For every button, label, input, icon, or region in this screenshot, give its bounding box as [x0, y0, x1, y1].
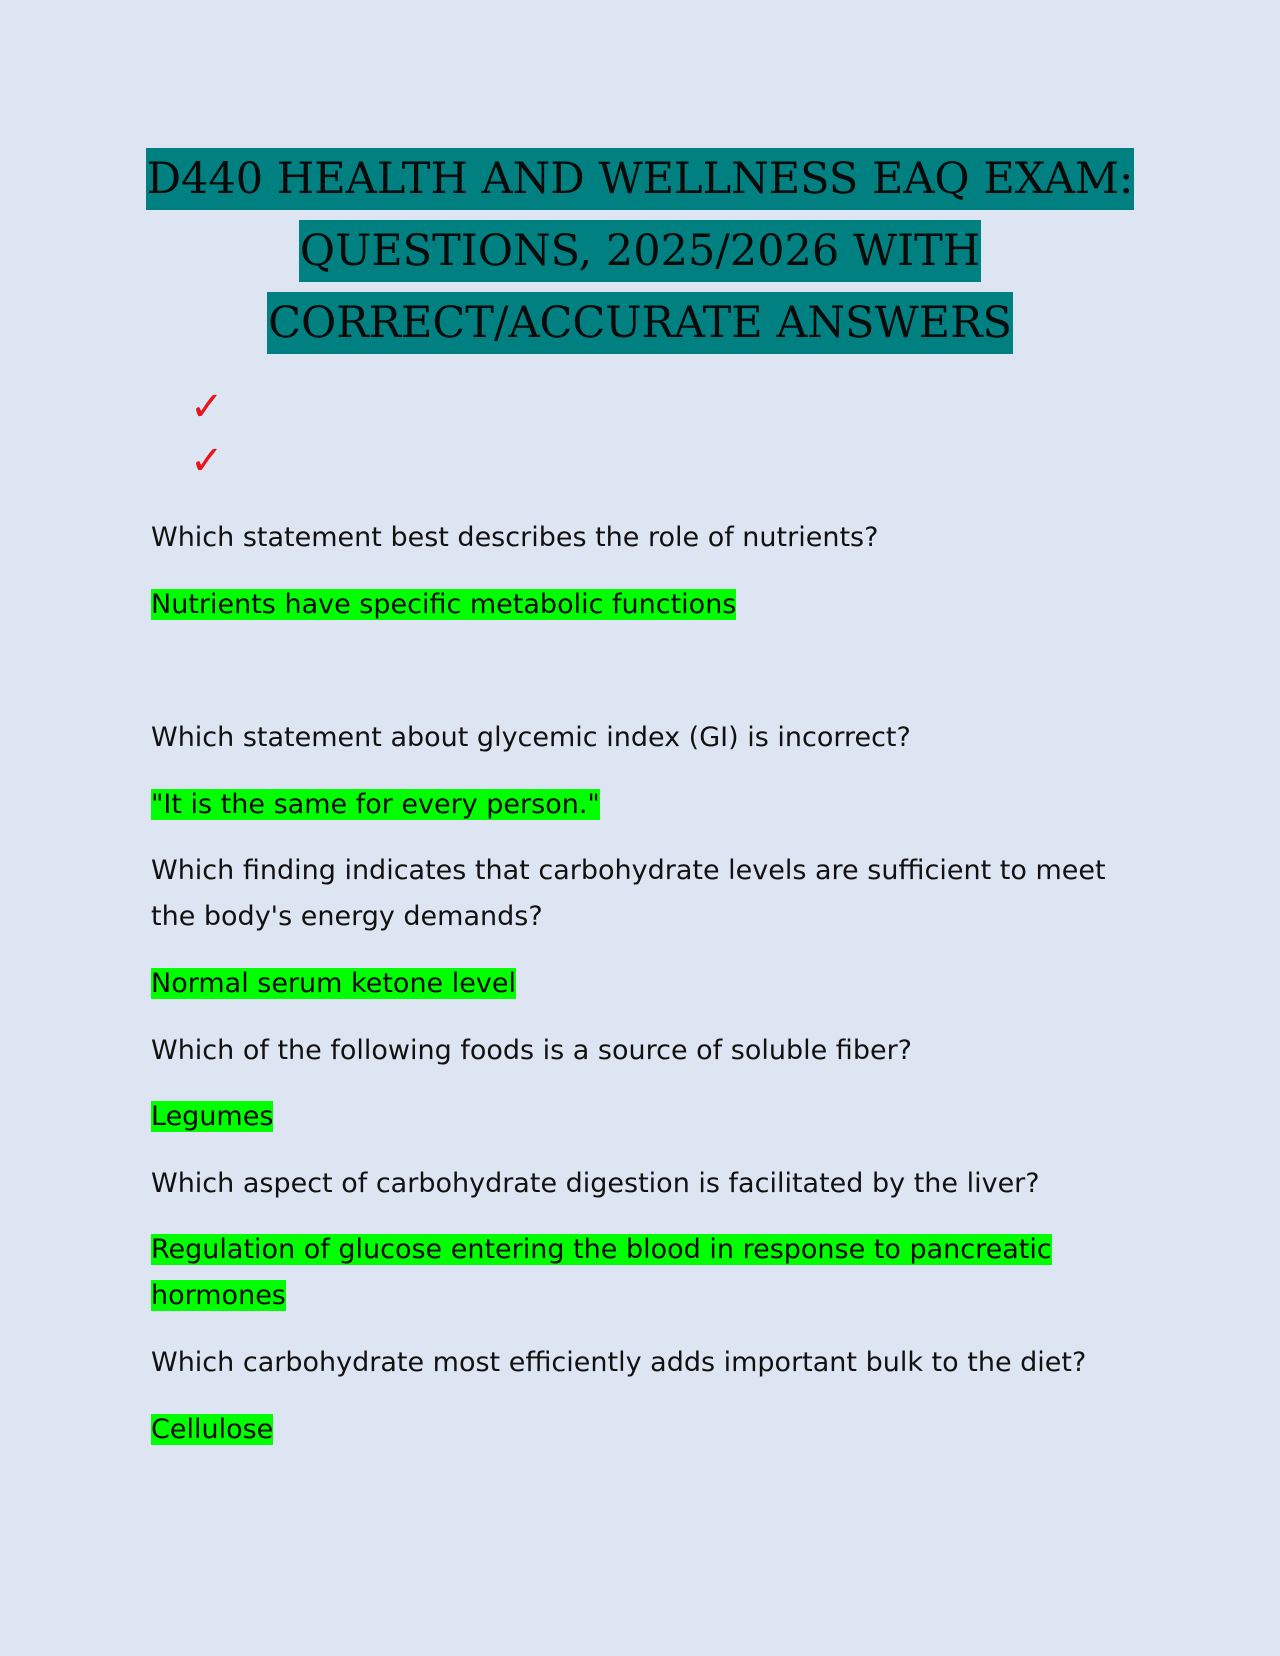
check-mark-icon: ✓ [190, 384, 224, 430]
question-text: Which of the following foods is a source of soluble fiber? [151, 1035, 912, 1066]
title-line: CORRECT/ACCURATE ANSWERS [267, 292, 1013, 354]
document-title [0, 148, 1280, 364]
answer-block [151, 1094, 1131, 1140]
question-text: Which statement about glycemic index (GI) is incorrect? [151, 722, 911, 753]
answer-highlight: Normal serum ketone level [151, 968, 516, 999]
answer-block [151, 782, 1131, 828]
answer-block [151, 961, 1131, 1007]
answer-highlight: Legumes [151, 1101, 274, 1132]
question-block [151, 1340, 1131, 1386]
question-block [151, 1028, 1131, 1074]
question-block [151, 515, 1131, 561]
question-text: Which aspect of carbohydrate digestion is facilitated by the liver? [151, 1168, 1040, 1199]
question-text: Which carbohydrate most efficiently adds important bulk to the diet? [151, 1347, 1087, 1378]
check-mark-icon: ✓ [190, 438, 224, 484]
answer-highlight: Cellulose [151, 1414, 274, 1445]
title-line: QUESTIONS, 2025/2026 WITH [299, 220, 982, 282]
answer-highlight: "It is the same for every person." [151, 789, 600, 820]
answer-block [151, 1227, 1131, 1319]
question-block [151, 715, 1131, 761]
question-text: Which statement best describes the role of nutrients? [151, 522, 879, 553]
answer-highlight: Regulation of glucose entering the blood in response to pancreatic hormones [151, 1234, 1052, 1311]
check-mark-list [190, 380, 224, 488]
question-block [151, 1161, 1131, 1207]
answer-block [151, 582, 1131, 628]
title-line: D440 HEALTH AND WELLNESS EAQ EXAM: [146, 148, 1135, 210]
question-block [151, 848, 1131, 940]
question-text: Which finding indicates that carbohydrate levels are sufficient to meet the body's energy demands? [151, 855, 1106, 932]
answer-block [151, 1407, 1131, 1453]
answer-highlight: Nutrients have specific metabolic functions [151, 589, 737, 620]
